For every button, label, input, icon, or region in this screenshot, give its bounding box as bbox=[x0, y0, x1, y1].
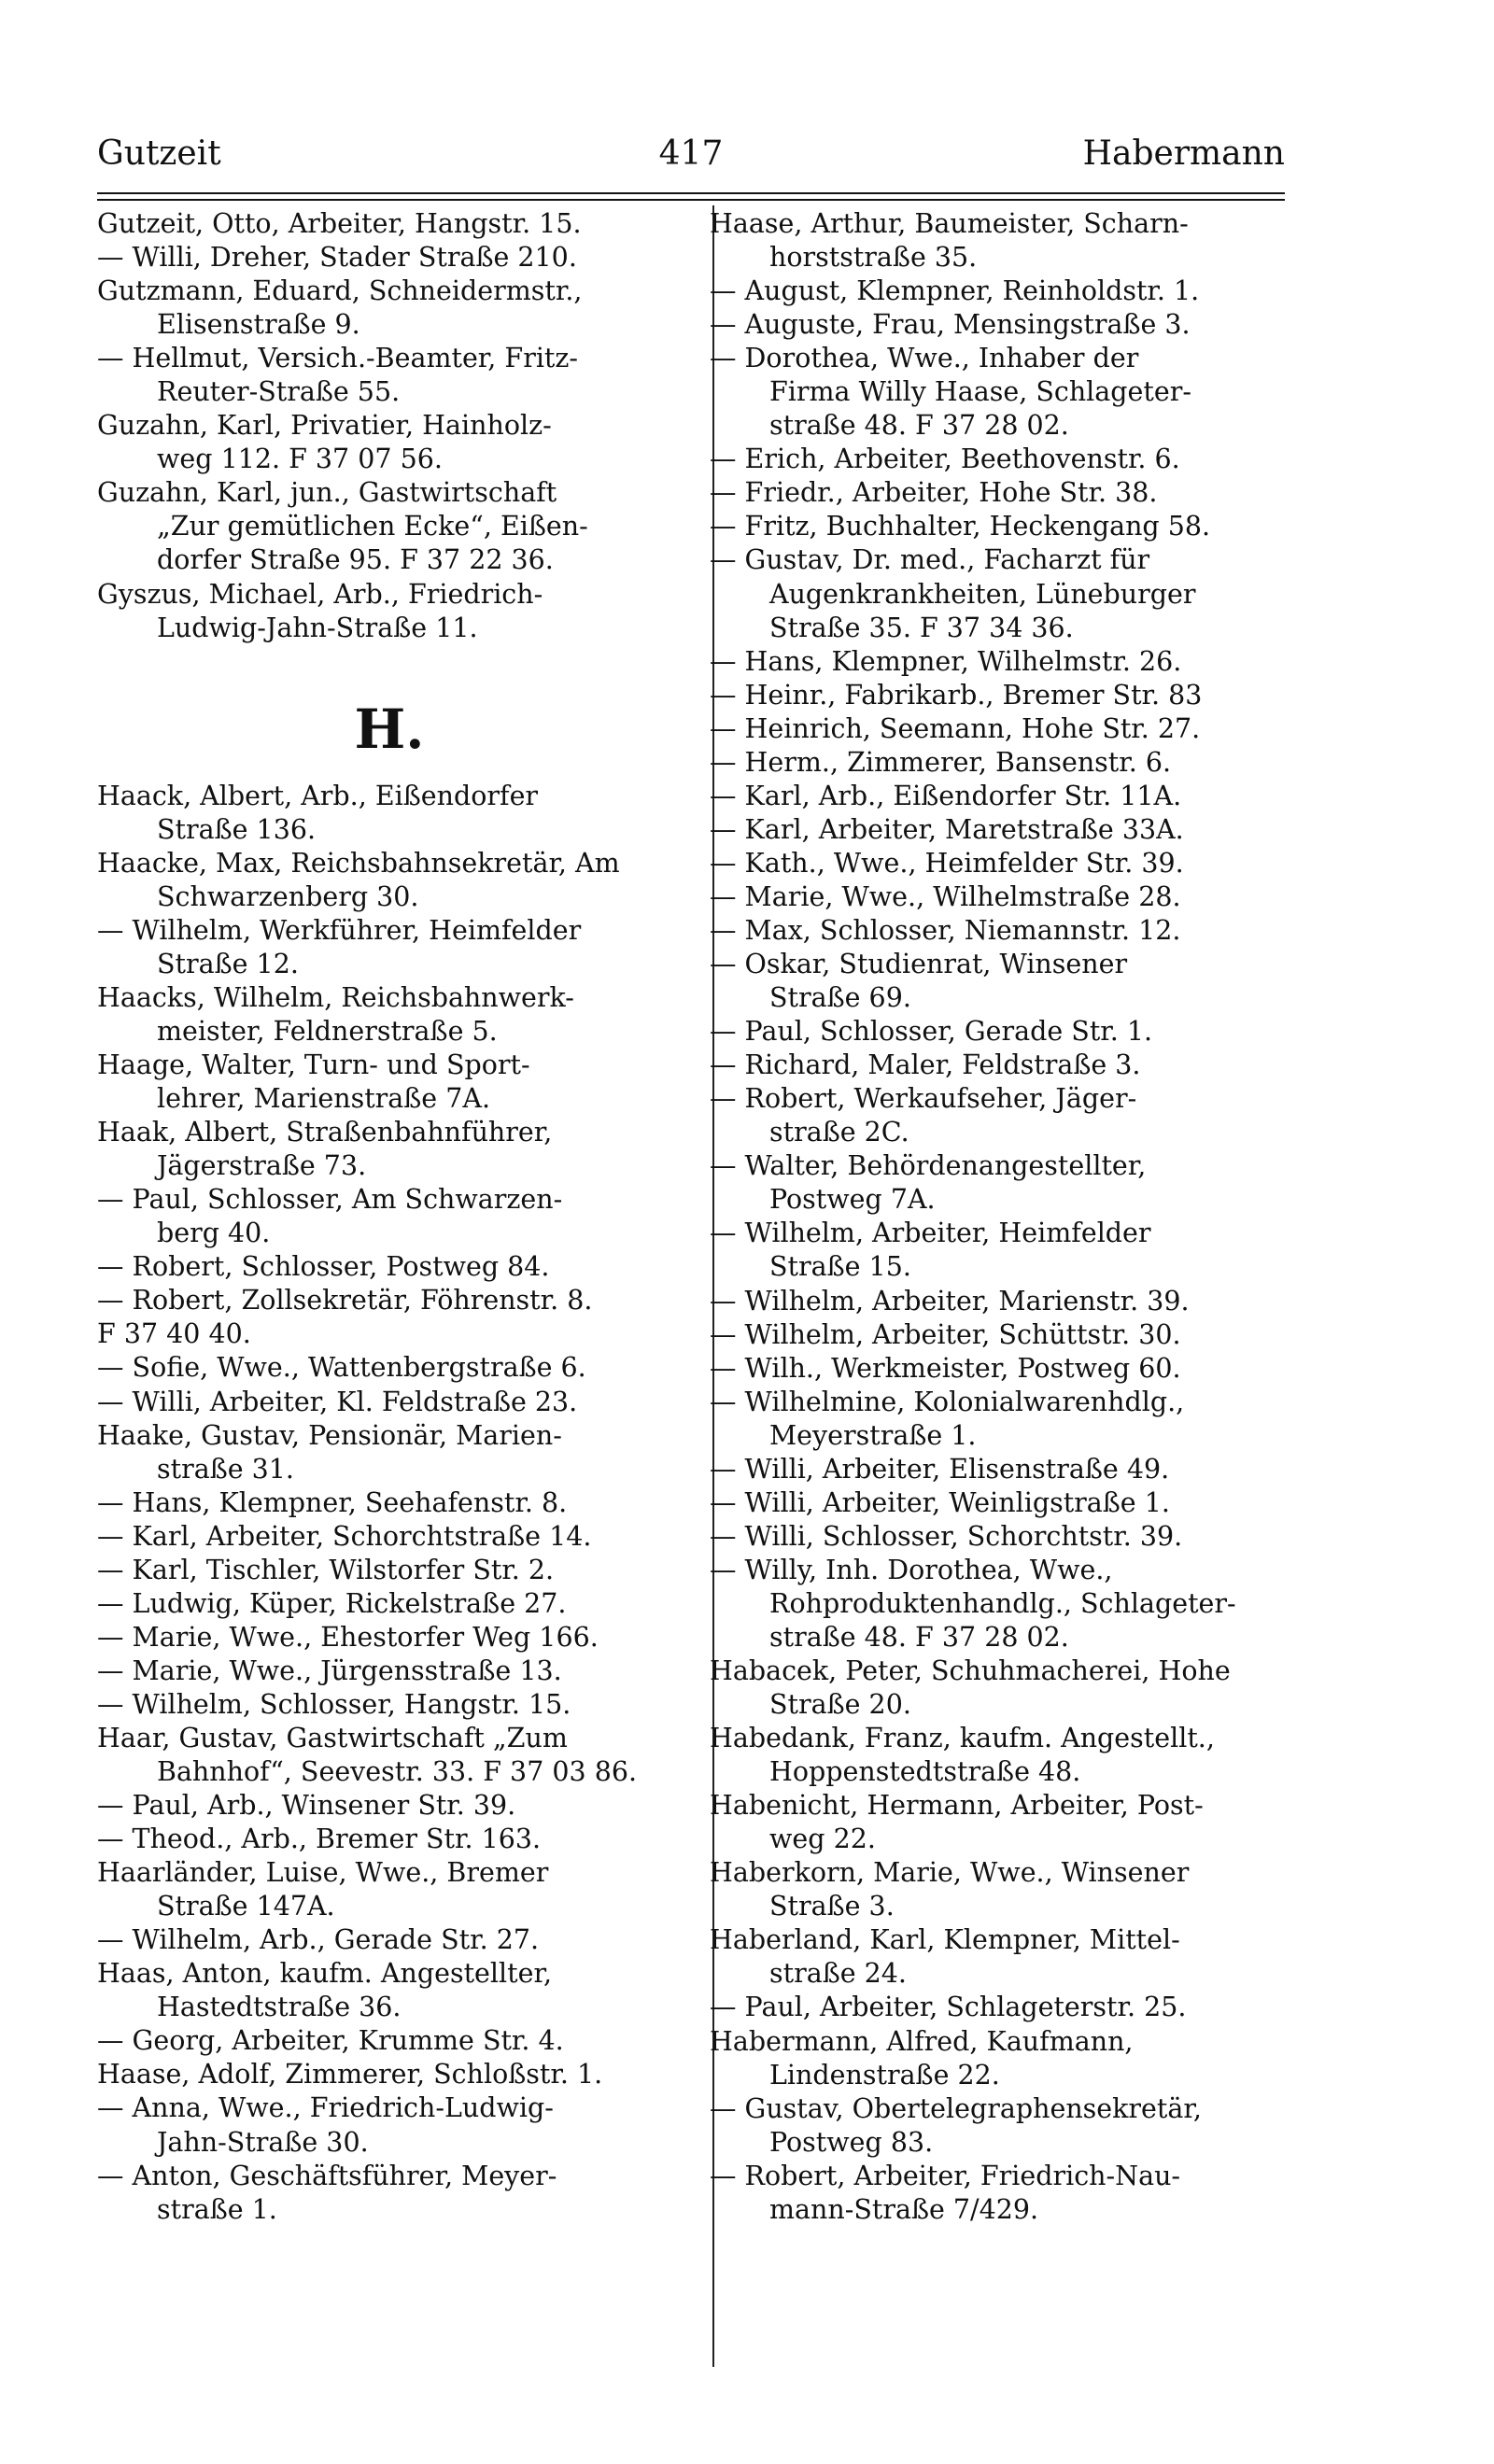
directory-line: Jägerstraße 73. bbox=[157, 1150, 367, 1182]
directory-line: Haake, Gustav, Pensionär, Marien- bbox=[97, 1419, 562, 1451]
directory-line: straße 48. F 37 28 02. bbox=[769, 1621, 1069, 1653]
directory-line: Haas, Anton, kaufm. Angestellter, bbox=[97, 1958, 553, 1990]
directory-line: — Marie, Wwe., Ehestorfer Weg 166. bbox=[97, 1621, 599, 1653]
directory-line: — Willi, Dreher, Stader Straße 210. bbox=[97, 242, 577, 274]
directory-line: straße 31. bbox=[157, 1453, 294, 1485]
directory-line: Haase, Arthur, Baumeister, Scharn- bbox=[710, 208, 1189, 239]
directory-line: Bahnhof“, Seevestr. 33. F 37 03 86. bbox=[157, 1756, 638, 1788]
directory-line: Straße 20. bbox=[769, 1689, 911, 1721]
directory-line: — Walter, Behördenangestellter, bbox=[710, 1150, 1147, 1182]
directory-line: Straße 69. bbox=[769, 982, 911, 1014]
directory-line: Straße 3. bbox=[769, 1891, 895, 1922]
left-column bbox=[97, 207, 682, 2227]
directory-line: — Georg, Arbeiter, Krumme Str. 4. bbox=[97, 2025, 564, 2057]
directory-line: Postweg 83. bbox=[769, 2126, 934, 2158]
directory-line: — Auguste, Frau, Mensingstraße 3. bbox=[710, 309, 1191, 341]
directory-line: — Willi, Arbeiter, Elisenstraße 49. bbox=[710, 1453, 1170, 1485]
directory-line: Haarländer, Luise, Wwe., Bremer bbox=[97, 1857, 549, 1889]
directory-line: Gutzmann, Eduard, Schneidermstr., bbox=[97, 275, 583, 307]
directory-line: Firma Willy Haase, Schlageter- bbox=[769, 376, 1191, 408]
directory-line: — Wilhelm, Schlosser, Hangstr. 15. bbox=[97, 1688, 571, 1720]
directory-line: — Paul, Schlosser, Am Schwarzen- bbox=[97, 1184, 563, 1216]
directory-line: Haase, Adolf, Zimmerer, Schloßstr. 1. bbox=[97, 2059, 603, 2091]
directory-line: Guzahn, Karl, jun., Gastwirtschaft bbox=[97, 477, 557, 509]
directory-line: — Hans, Klempner, Wilhelmstr. 26. bbox=[710, 645, 1182, 677]
directory-line: — Heinrich, Seemann, Hohe Str. 27. bbox=[710, 712, 1201, 744]
directory-line: meister, Feldnerstraße 5. bbox=[157, 1015, 498, 1047]
directory-line: — Max, Schlosser, Niemannstr. 12. bbox=[710, 914, 1181, 946]
directory-line: — Hellmut, Versich.-Beamter, Fritz- bbox=[97, 343, 579, 374]
directory-line: — Robert, Werkaufseher, Jäger- bbox=[710, 1083, 1137, 1115]
right-column bbox=[710, 207, 1289, 2227]
directory-line: Hastedtstraße 36. bbox=[157, 1992, 402, 2023]
directory-line: Straße 147A. bbox=[157, 1891, 335, 1922]
directory-line: Haar, Gustav, Gastwirtschaft „Zum bbox=[97, 1722, 568, 1753]
directory-line: — Friedr., Arbeiter, Hohe Str. 38. bbox=[710, 477, 1158, 509]
directory-line: — Robert, Arbeiter, Friedrich-Nau- bbox=[710, 2160, 1181, 2191]
section-letter: H. bbox=[354, 697, 425, 761]
directory-line: — Herm., Zimmerer, Bansenstr. 6. bbox=[710, 746, 1172, 778]
directory-line: — Wilh., Werkmeister, Postweg 60. bbox=[710, 1352, 1181, 1384]
directory-line: Habedank, Franz, kaufm. Angestellt., bbox=[710, 1723, 1215, 1754]
directory-line: — Paul, Arb., Winsener Str. 39. bbox=[97, 1790, 516, 1822]
directory-line: Habenicht, Hermann, Arbeiter, Post- bbox=[710, 1790, 1204, 1822]
directory-line: — Ludwig, Küper, Rickelstraße 27. bbox=[97, 1587, 567, 1619]
directory-line: — Dorothea, Wwe., Inhaber der bbox=[710, 343, 1139, 374]
directory-line: — Wilhelm, Arb., Gerade Str. 27. bbox=[97, 1924, 540, 1956]
directory-line: weg 22. bbox=[769, 1823, 876, 1855]
directory-line: straße 48. F 37 28 02. bbox=[769, 410, 1069, 442]
directory-line: — Wilhelm, Werkführer, Heimfelder bbox=[97, 914, 582, 946]
directory-line: Habacek, Peter, Schuhmacherei, Hohe bbox=[710, 1655, 1231, 1687]
directory-line: — Anton, Geschäftsführer, Meyer- bbox=[97, 2160, 557, 2191]
directory-line: — Paul, Arbeiter, Schlageterstr. 25. bbox=[710, 1992, 1187, 2023]
directory-line: Haack, Albert, Arb., Eißendorfer bbox=[97, 780, 539, 811]
directory-line: „Zur gemütlichen Ecke“, Eißen- bbox=[157, 511, 588, 542]
directory-line: — Robert, Schlosser, Postweg 84. bbox=[97, 1251, 550, 1283]
directory-line: — Wilhelm, Arbeiter, Heimfelder bbox=[710, 1218, 1151, 1249]
header-last-entry: Habermann bbox=[1082, 134, 1285, 173]
header-rule bbox=[97, 192, 1285, 194]
directory-line: — Karl, Arbeiter, Maretstraße 33A. bbox=[710, 813, 1184, 845]
directory-line: Straße 35. F 37 34 36. bbox=[769, 612, 1074, 643]
directory-line: Hoppenstedtstraße 48. bbox=[769, 1756, 1081, 1788]
running-header bbox=[97, 131, 1285, 177]
directory-line: Schwarzenberg 30. bbox=[157, 880, 419, 912]
directory-line: — Theod., Arb., Bremer Str. 163. bbox=[97, 1823, 542, 1855]
directory-line: — Kath., Wwe., Heimfelder Str. 39. bbox=[710, 847, 1184, 879]
directory-line: — Paul, Schlosser, Gerade Str. 1. bbox=[710, 1016, 1153, 1048]
directory-line: — Sofie, Wwe., Wattenbergstraße 6. bbox=[97, 1352, 586, 1384]
directory-line: Guzahn, Karl, Privatier, Hainholz- bbox=[97, 410, 552, 442]
directory-line: Augenkrankheiten, Lüneburger bbox=[769, 578, 1196, 610]
directory-line: straße 2C. bbox=[769, 1117, 909, 1148]
directory-line: berg 40. bbox=[157, 1218, 271, 1249]
page-number: 417 bbox=[658, 134, 724, 173]
directory-line: — Gustav, Obertelegraphensekretär, bbox=[710, 2092, 1202, 2124]
directory-line: — Robert, Zollsekretär, Föhrenstr. 8. bbox=[97, 1285, 593, 1316]
directory-line: — Karl, Arb., Eißendorfer Str. 11A. bbox=[710, 780, 1182, 811]
directory-line: Gutzeit, Otto, Arbeiter, Hangstr. 15. bbox=[97, 208, 582, 239]
directory-line: Straße 136. bbox=[157, 813, 317, 845]
directory-line: Habermann, Alfred, Kaufmann, bbox=[710, 2025, 1134, 2057]
directory-line: — Wilhelm, Arbeiter, Marienstr. 39. bbox=[710, 1285, 1190, 1316]
directory-line: horststraße 35. bbox=[769, 242, 978, 274]
directory-line: Haage, Walter, Turn- und Sport- bbox=[97, 1049, 530, 1081]
spacer bbox=[97, 645, 682, 679]
directory-line: dorfer Straße 95. F 37 22 36. bbox=[157, 544, 554, 576]
directory-line: — Willi, Arbeiter, Weinligstraße 1. bbox=[710, 1486, 1170, 1518]
directory-line: Haberkorn, Marie, Wwe., Winsener bbox=[710, 1857, 1190, 1889]
directory-line: Straße 12. bbox=[157, 948, 299, 979]
directory-line: mann-Straße 7/429. bbox=[769, 2193, 1039, 2225]
directory-line: Gyszus, Michael, Arb., Friedrich- bbox=[97, 578, 543, 610]
directory-line: Haberland, Karl, Klempner, Mittel- bbox=[710, 1924, 1180, 1956]
header-rule-second bbox=[97, 199, 1285, 201]
directory-line: F 37 40 40. bbox=[97, 1318, 251, 1350]
directory-line: — Marie, Wwe., Wilhelmstraße 28. bbox=[710, 880, 1181, 912]
directory-line: straße 24. bbox=[769, 1958, 907, 1990]
directory-line: Rohproduktenhandlg., Schlageter- bbox=[769, 1587, 1236, 1619]
header-first-entry: Gutzeit bbox=[97, 134, 221, 173]
directory-line: Meyerstraße 1. bbox=[769, 1419, 977, 1451]
directory-line: Elisenstraße 9. bbox=[157, 309, 360, 341]
directory-line: — Wilhelmine, Kolonialwarenhdlg., bbox=[710, 1386, 1185, 1417]
directory-line: — Anna, Wwe., Friedrich-Ludwig- bbox=[97, 2092, 554, 2124]
directory-line: — August, Klempner, Reinholdstr. 1. bbox=[710, 275, 1200, 307]
directory-line: Haak, Albert, Straßenbahnführer, bbox=[97, 1117, 553, 1148]
directory-line: weg 112. F 37 07 56. bbox=[157, 444, 443, 475]
directory-line: straße 1. bbox=[157, 2193, 277, 2225]
directory-line: Haacke, Max, Reichsbahnsekretär, Am bbox=[97, 847, 620, 879]
directory-line: Postweg 7A. bbox=[769, 1184, 936, 1216]
directory-line: — Marie, Wwe., Jürgensstraße 13. bbox=[97, 1654, 562, 1686]
directory-line: — Richard, Maler, Feldstraße 3. bbox=[710, 1049, 1141, 1081]
directory-line: Straße 15. bbox=[769, 1251, 911, 1283]
directory-line: Jahn-Straße 30. bbox=[157, 2126, 369, 2158]
directory-line: — Wilhelm, Arbeiter, Schüttstr. 30. bbox=[710, 1318, 1181, 1350]
directory-line: Lindenstraße 22. bbox=[769, 2059, 1000, 2091]
directory-line: lehrer, Marienstraße 7A. bbox=[157, 1083, 491, 1115]
directory-line: Reuter-Straße 55. bbox=[157, 376, 401, 408]
directory-line: — Karl, Tischler, Wilstorfer Str. 2. bbox=[97, 1554, 555, 1585]
directory-line: Ludwig-Jahn-Straße 11. bbox=[157, 612, 478, 643]
directory-line: — Willi, Schlosser, Schorchtstr. 39. bbox=[710, 1520, 1183, 1552]
directory-line: — Willy, Inh. Dorothea, Wwe., bbox=[710, 1554, 1113, 1585]
directory-line: — Hans, Klempner, Seehafenstr. 8. bbox=[97, 1486, 568, 1518]
directory-line: — Erich, Arbeiter, Beethovenstr. 6. bbox=[710, 444, 1180, 475]
directory-line: — Heinr., Fabrikarb., Bremer Str. 83 bbox=[710, 679, 1203, 711]
directory-line: — Fritz, Buchhalter, Heckengang 58. bbox=[710, 511, 1211, 542]
directory-line: — Karl, Arbeiter, Schorchtstraße 14. bbox=[97, 1520, 592, 1552]
directory-line: Haacks, Wilhelm, Reichsbahnwerk- bbox=[97, 981, 574, 1013]
directory-line: — Willi, Arbeiter, Kl. Feldstraße 23. bbox=[97, 1386, 578, 1417]
directory-line: — Gustav, Dr. med., Facharzt für bbox=[710, 544, 1150, 576]
directory-line: — Oskar, Studienrat, Winsener bbox=[710, 949, 1128, 980]
